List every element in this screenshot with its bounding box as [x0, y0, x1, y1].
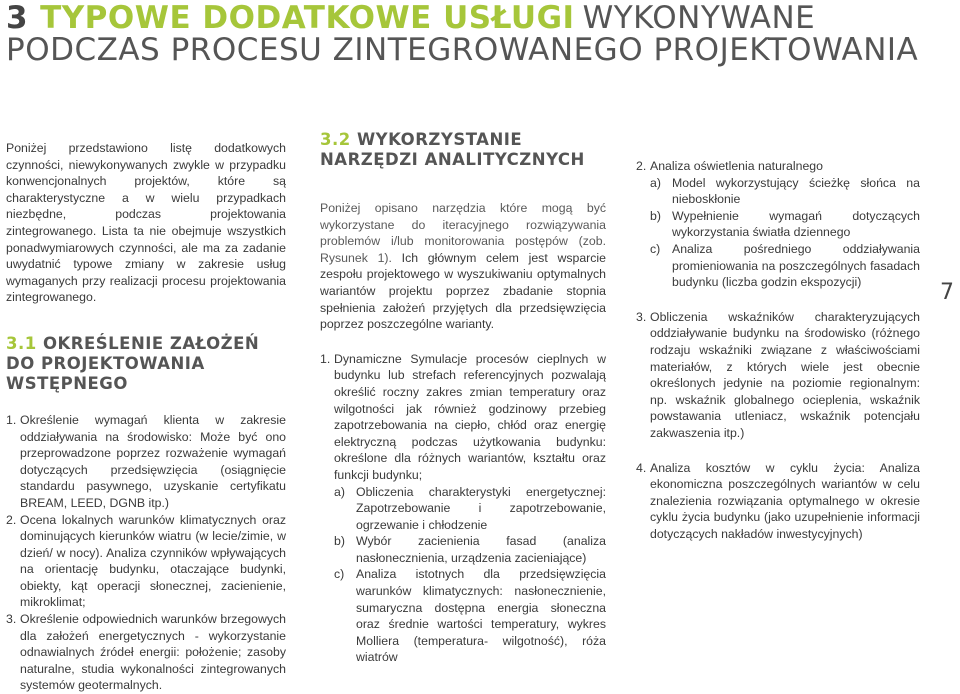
page-title — [6, 2, 946, 66]
list-item: 2. Analiza oświetlenia naturalnego a) Model wykorzystujący ścieżkę słońca na nieboskłonie b) Wypełnienie wymagań dotyczących wykorzystania światła dziennego c) Analiza pośredniego oddziaływania promieniowania na poszczególnych fasadach budynku (liczba godzin ekspozycji) — [636, 159, 920, 290]
section-intro: Poniżej opisano narzędzia które mogą być wykorzystane do iteracyjnego rozwiązywania problemów i/lub monitorowania postępów (zob. Rysunek 1). Ich głównym celem jest wsparcie zespołu projektowego w wyszukiwaniu optymalnych wariantów projektu poprzez zbadanie stopnia spełnienia założeń przyjętych dla przedsięwzięcia poprzez poszczególne warianty. — [320, 201, 606, 332]
sub-list-item: c) Analiza pośredniego oddziaływania promieniowania na poszczególnych fasadach budynku (liczba godzin ekspozycji) — [650, 241, 920, 290]
section-heading — [6, 334, 286, 394]
section-heading — [320, 130, 606, 170]
sub-list-item: b) Wypełnienie wymagań dotyczących wykorzystania światła dziennego — [650, 208, 920, 240]
section-list — [320, 351, 606, 666]
list-item: 1. Określenie wymagań klienta w zakresie oddziaływania na środowisko: Może być ono przeprowadzone poprzez rozważenie wymagań dotyczących przedsięwzięcia (osiągnięcie standardu pasywnego, uzyskanie certyfikatu BREAM, LEED, DGNB itp.) — [6, 412, 286, 510]
title-highlight: TYPOWE DODATKOWE USŁUGI — [40, 0, 575, 36]
chapter-number: 3 — [6, 0, 29, 36]
section-number: 3.1 — [6, 333, 37, 353]
page-number: 7 — [940, 280, 954, 305]
sub-list-item: a) Obliczenia charakterystyki energetycznej: Zapotrzebowanie i zapotrzebowanie, ogrzewanie i chłodzenie — [334, 484, 606, 532]
title-rest: WYKONYWANE PODCZAS PROCESU ZINTEGROWANEGO PROJEKTOWANIA — [6, 0, 919, 68]
column-middle — [320, 130, 606, 666]
section-title: OKREŚLENIE ZAŁOŻEŃ DO PROJEKTOWANIA WSTĘPNEGO — [6, 333, 260, 393]
column-left — [6, 140, 286, 694]
list-item: 3. Określenie odpowiednich warunków brzegowych dla założeń energetycznych - wykorzystanie odnawialnych źródeł energii: położenie; zasoby naturalne, studia wykonalności zintegrowanych systemów geotermalnych. — [6, 612, 286, 693]
section-list — [6, 412, 286, 694]
column-right — [636, 158, 920, 560]
list-item: 1. Dynamiczne Symulacje procesów cieplnych w budynku lub strefach referencyjnych pozwalają określić roczny zakres zmian temperatury oraz wilgotności jak również godzinowy przebieg zapotrzebowania na ciepło, chłód oraz energię elektryczną podczas użytkowania budynku: określone dla różnych wariantów, kształtu oraz funkcji budynku; a) Obliczenia charakterystyki energetycznej: Zapotrzebowanie i zapotrzebowanie, ogrzewanie i chłodzenie b) Wybór zacienienia fasad (analiza nasłonecznienia, urządzenia zacieniające) c) Analiza istotnych dla przedsięwzięcia warunków klimatycznych: nasłonecznienie, sumaryczna dostępna energia słoneczna oraz średnie wartości temperatury, wykres Molliera (temperatura- wilgotność), róża wiatrów — [320, 351, 606, 665]
section-list-continued — [636, 158, 920, 542]
section-title: WYKORZYSTANIE NARZĘDZI ANALITYCZNYCH — [320, 130, 585, 169]
sub-list-item: c) Analiza istotnych dla przedsięwzięcia warunków klimatycznych: nasłonecznienie, sumaryczna dostępna energia słoneczna oraz średnie wartości temperatury, wykres Molliera (temperatura- wilgotność), róża wiatrów — [334, 567, 606, 665]
sub-list-item: b) Wybór zacienienia fasad (analiza nasłonecznienia, urządzenia zacieniające) — [334, 534, 606, 565]
list-item: 3. Obliczenia wskaźników charakteryzujących oddziaływanie budynku na środowisko (różnego rodzaju wskaźniki związane z właściwościami materiałów, z których wiele jest obecnie określonych jedynie na poziomie regionalnym: np. wskaźnik globalnego ocieplenia, wskaźnik powstawania utleniacz, wskaźnik potencjału zakwaszenia itp.) — [636, 309, 920, 440]
sub-list — [650, 175, 920, 291]
list-item: 2. Ocena lokalnych warunków klimatycznych oraz dominujących kierunków wiatru (w lecie/zimie, w dzień/ w nocy). Analiza czynników wpływających na orientację budynku, otaczające budynki, obiekty, kąt operacji słonecznej, zacienienie, mikroklimat; — [6, 512, 286, 610]
sub-list-item: a) Model wykorzystujący ścieżkę słońca na nieboskłonie — [650, 175, 920, 207]
intro-paragraph: Poniżej przedstawiono listę dodatkowych czynności, niewykonywanych zwykle w przypadku konwencjonalnych projektów, które są charakterystyczne a w wielu przypadkach niezbędne, podczas projektowania zintegrowanego. Lista ta nie obejmuje wszystkich ponadwymiarowych czynności, ale ma za zadanie uwydatnić typowe zmiany w zakresie usług wymaganych przy realizacji procesu projektowania zintegrowanego. — [6, 141, 286, 305]
sub-list — [334, 484, 606, 667]
list-item: 4. Analiza kosztów w cyklu życia: Analiza ekonomiczna poszczególnych wariantów w celu znalezienia rozwiązania optymalnego w okresie cyklu życia budynku (jako uzupełnienie informacji dotyczących nakładów inwestycyjnych) — [636, 460, 920, 541]
section-number: 3.2 — [320, 130, 351, 149]
